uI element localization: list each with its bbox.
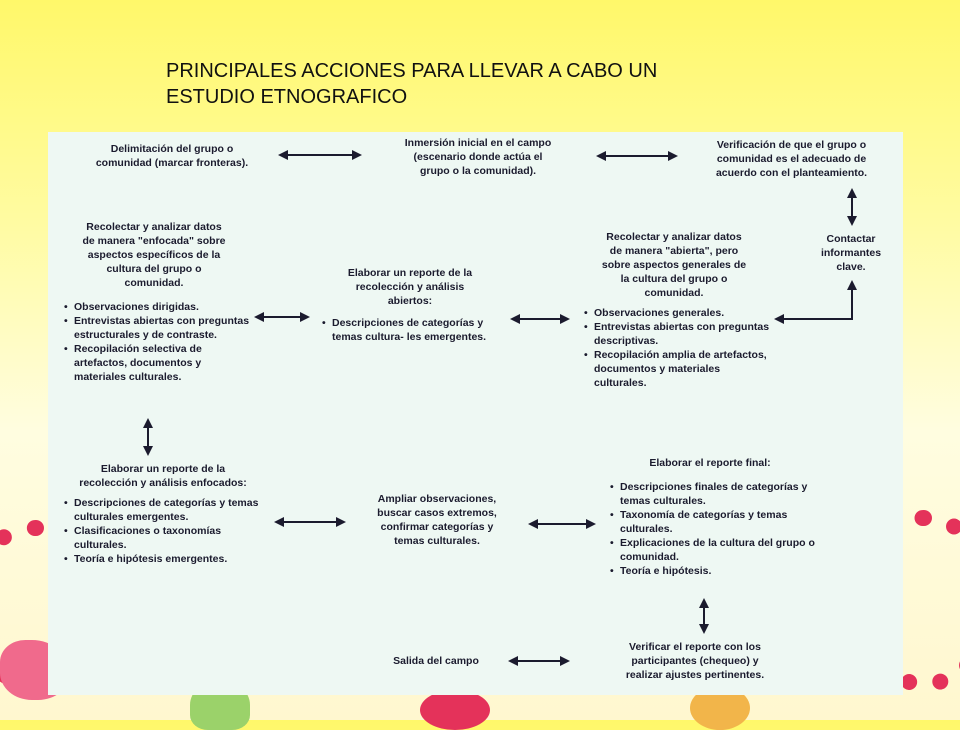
box-reporte-enfocados — [54, 462, 272, 566]
inmersion-line2: (escenario donde actúa el — [413, 151, 543, 163]
salida-text: Salida del campo — [393, 655, 479, 667]
verificacion-line1: Verificación de que el grupo o — [716, 139, 867, 151]
verificacion-line3: acuerdo con el planteamiento. — [715, 167, 868, 179]
ampliar-line4: temas culturales. — [394, 535, 480, 547]
box-delimitacion — [62, 142, 282, 170]
reporte-final-item-2: • Taxonomía de categorías y temas culturales. — [612, 508, 820, 536]
box-contactar — [806, 232, 896, 274]
arrow-verificacion-contactar — [847, 188, 857, 226]
abierta-item-1: • Observaciones generales. — [586, 306, 774, 320]
abierta-heading — [574, 230, 774, 300]
ampliar-line2: buscar casos extremos, — [377, 507, 497, 519]
box-salida — [368, 654, 504, 668]
box-ampliar — [352, 492, 522, 548]
reporte-abiertos-heading-line2: recolección y análisis — [355, 281, 465, 293]
reporte-abiertos-heading — [312, 266, 508, 308]
enfocada-heading-line4: cultura del grupo o — [106, 263, 202, 275]
box-reporte-final — [600, 456, 820, 578]
verificar-reporte-line1: Verificar el reporte con los — [629, 641, 761, 653]
arrow-inmersion-verificacion — [596, 151, 678, 161]
reporte-enfocados-item-3: • Teoría e hipótesis emergentes. — [66, 552, 272, 566]
ampliar-line3: confirmar categorías y — [380, 521, 494, 533]
decorative-flower — [420, 690, 490, 730]
diagram-arrows — [48, 132, 903, 695]
abierta-heading-line5: comunidad. — [644, 287, 704, 299]
enfocada-heading — [54, 220, 254, 290]
inmersion-line3: grupo o la comunidad). — [419, 165, 537, 177]
reporte-final-item-1: • Descripciones finales de categorías y temas culturales. — [612, 480, 820, 508]
abierta-heading-line2: de manera "abierta", pero — [609, 245, 739, 257]
reporte-enfocados-item-2: • Clasificaciones o taxonomías culturales. — [66, 524, 272, 552]
enfocada-heading-line2: de manera "enfocada" sobre — [82, 235, 226, 247]
arrow-enfocada-reporte-abiertos — [254, 312, 310, 322]
reporte-abiertos-item-1: • Descripciones de categorías y temas cultura- les emergentes. — [324, 316, 508, 344]
abierta-item-3: • Recopilación amplia de artefactos, documentos y materiales culturales. — [586, 348, 774, 390]
verificar-reporte-line2: participantes (chequeo) y — [631, 655, 759, 667]
reporte-enfocados-item-1: • Descripciones de categorías y temas culturales emergentes. — [66, 496, 272, 524]
slide-title — [166, 58, 806, 110]
abierta-heading-line4: la cultura del grupo o — [620, 273, 728, 285]
enfocada-heading-line3: aspectos específicos de la — [87, 249, 221, 261]
arrow-ampliar-reporte-final — [528, 519, 596, 529]
abierta-list — [574, 306, 774, 390]
arrow-salida-verificar — [508, 656, 570, 666]
enfocada-item-1: • Observaciones dirigidas. — [66, 300, 254, 314]
reporte-enfocados-heading — [54, 462, 272, 490]
reporte-enfocados-heading-line1: Elaborar un reporte de la — [100, 463, 226, 475]
slide-title-line2: ESTUDIO ETNOGRAFICO — [166, 86, 408, 108]
contactar-line1: Contactar — [826, 233, 876, 245]
slide-title-line1: PRINCIPALES ACCIONES PARA LLEVAR A CABO UN — [166, 60, 658, 82]
arrow-reporte-enfocados-ampliar — [274, 517, 346, 527]
enfocada-heading-line5: comunidad. — [124, 277, 184, 289]
arrow-enfocada-reporte-enfocados — [143, 418, 153, 456]
box-abierta — [574, 230, 774, 390]
delimitacion-line1: Delimitación del grupo o — [110, 143, 234, 155]
verificar-reporte-line3: realizar ajustes pertinentes. — [625, 669, 765, 681]
box-inmersion — [368, 136, 588, 178]
reporte-final-item-4: • Teoría e hipótesis. — [612, 564, 820, 578]
reporte-final-item-3: • Explicaciones de la cultura del grupo o comunidad. — [612, 536, 820, 564]
enfocada-heading-line1: Recolectar y analizar datos — [86, 221, 222, 233]
enfocada-item-3: • Recopilación selectiva de artefactos, documentos y materiales culturales. — [66, 342, 254, 384]
inmersion-line1: Inmersión inicial en el campo — [404, 137, 552, 149]
abierta-item-2: • Entrevistas abiertas con preguntas descriptivas. — [586, 320, 774, 348]
box-verificar-reporte — [586, 640, 804, 682]
box-verificacion — [684, 138, 899, 180]
enfocada-item-2: • Entrevistas abiertas con preguntas estructurales y de contraste. — [66, 314, 254, 342]
abierta-heading-line1: Recolectar y analizar datos — [606, 231, 742, 243]
reporte-abiertos-list — [312, 316, 508, 344]
reporte-abiertos-heading-line3: abiertos: — [387, 295, 433, 307]
arrow-reporte-final-verificar — [699, 598, 709, 634]
arrow-reporte-abiertos-abierta — [510, 314, 570, 324]
arrow-contactar-abierta — [774, 280, 857, 324]
box-enfocada — [54, 220, 254, 384]
reporte-final-heading: Elaborar el reporte final: — [649, 457, 771, 469]
contactar-line2: informantes — [820, 247, 882, 259]
diagram-panel — [48, 132, 903, 695]
contactar-line3: clave. — [836, 261, 866, 273]
reporte-final-list — [600, 480, 820, 578]
abierta-heading-line3: sobre aspectos generales de — [601, 259, 747, 271]
enfocada-list — [54, 300, 254, 384]
verificacion-line2: comunidad es el adecuado de — [716, 153, 867, 165]
delimitacion-line2: comunidad (marcar fronteras). — [95, 157, 249, 169]
arrow-delimitacion-inmersion — [278, 150, 362, 160]
box-reporte-abiertos — [312, 266, 508, 344]
ampliar-line1: Ampliar observaciones, — [377, 493, 497, 505]
reporte-abiertos-heading-line1: Elaborar un reporte de la — [347, 267, 473, 279]
reporte-enfocados-list — [54, 496, 272, 566]
reporte-enfocados-heading-line2: recolección y análisis enfocados: — [79, 477, 247, 489]
